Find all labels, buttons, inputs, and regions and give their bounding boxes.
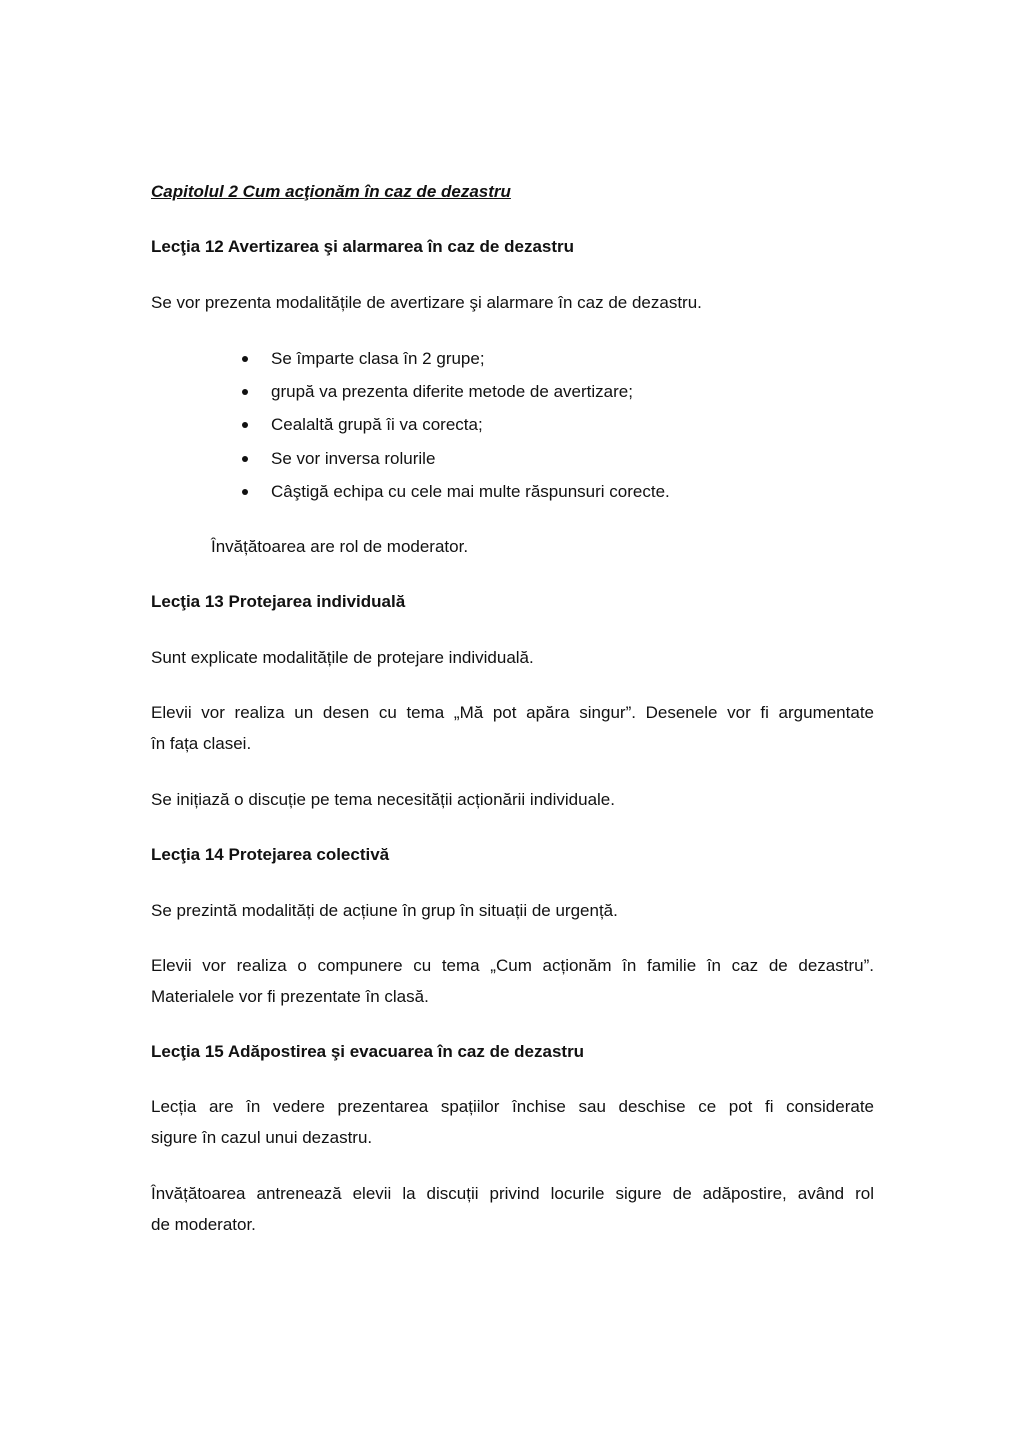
lesson-14-paragraph-2-line-2: Materialele vor fi prezentate în clasă.	[151, 987, 429, 1006]
list-item-text: Cealaltă grupă îi va corecta;	[271, 415, 483, 434]
lesson-13-paragraph-2-line-1: Elevii vor realiza un desen cu tema „Mă pot apăra singur”. Desenele vor fi argumentate	[151, 703, 874, 722]
lesson-12-moderator-note: Învățătoarea are rol de moderator.	[211, 537, 469, 556]
lesson-14-paragraph-2-line-1: Elevii vor realiza o compunere cu tema „Cum acționăm în familie în caz de dezastru”.	[151, 956, 874, 975]
lesson-14-paragraph-1: Se prezintă modalități de acțiune în grup în situații de urgență.	[151, 901, 618, 920]
lesson-15-paragraph-1-line-1: Lecția are în vedere prezentarea spațiilor închise sau deschise ce pot fi considerate	[151, 1097, 874, 1116]
bullet-icon	[242, 422, 248, 428]
lesson-15-paragraph-1-line-2: sigure în cazul unui dezastru.	[151, 1128, 373, 1147]
lesson-15-paragraph-2-line-1: Învățătoarea antrenează elevii la discuții privind locurile sigure de adăpostire, având rol	[151, 1184, 874, 1203]
list-item-text: Se împarte clasa în 2 grupe;	[271, 349, 485, 368]
bullet-icon	[242, 389, 248, 395]
lesson-13-title: Lecţia 13 Protejarea individuală	[151, 592, 406, 611]
lesson-15-title: Lecţia 15 Adăpostirea şi evacuarea în caz de dezastru	[151, 1042, 585, 1061]
list-item	[271, 349, 485, 369]
lesson-13-paragraph-1: Sunt explicate modalitățile de protejare individuală.	[151, 648, 534, 667]
lesson-15-paragraph-2-line-2: de moderator.	[151, 1215, 256, 1234]
lesson-12-intro: Se vor prezenta modalitățile de avertizare şi alarmare în caz de dezastru.	[151, 293, 702, 312]
bullet-icon	[242, 456, 248, 462]
list-item	[271, 415, 483, 435]
lesson-14-title: Lecţia 14 Protejarea colectivă	[151, 845, 390, 864]
lesson-12-title: Lecţia 12 Avertizarea şi alarmarea în caz de dezastru	[151, 237, 575, 256]
lesson-13-paragraph-3: Se inițiază o discuție pe tema necesității acționării individuale.	[151, 790, 615, 809]
list-item	[271, 382, 633, 402]
list-item	[271, 449, 435, 469]
list-item-text: grupă va prezenta diferite metode de avertizare;	[271, 382, 633, 401]
list-item-text: Câştigă echipa cu cele mai multe răspunsuri corecte.	[271, 482, 670, 501]
list-item	[271, 482, 670, 502]
list-item-text: Se vor inversa rolurile	[271, 449, 436, 468]
lesson-13-paragraph-2-line-2: în fața clasei.	[151, 734, 252, 753]
bullet-icon	[242, 489, 248, 495]
bullet-icon	[242, 356, 248, 362]
chapter-title: Capitolul 2 Cum acţionăm în caz de dezastru	[151, 182, 511, 201]
